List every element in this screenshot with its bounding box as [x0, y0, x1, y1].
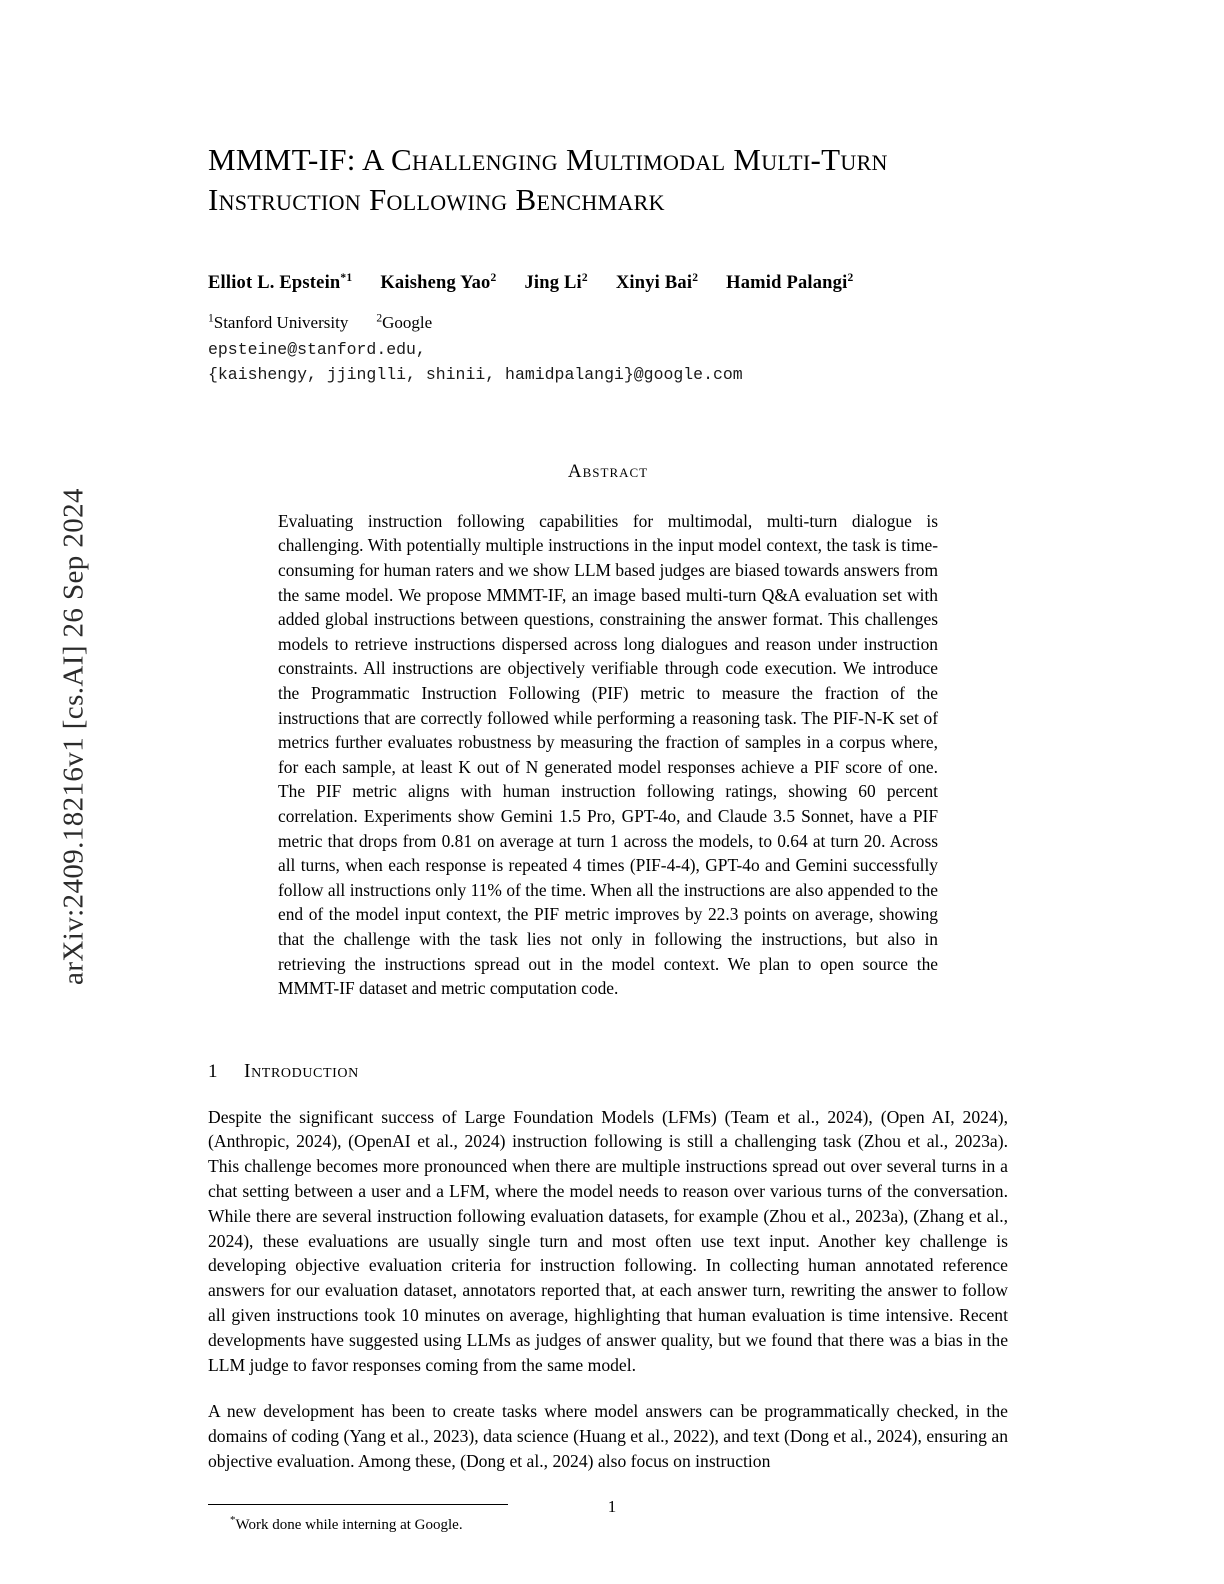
abstract-heading: Abstract	[567, 460, 649, 482]
footnote-text: Work done while interning at Google.	[235, 1516, 463, 1533]
paper-content	[208, 140, 1008, 1534]
affiliation-name: Stanford University	[213, 312, 349, 332]
abstract-text: Evaluating instruction following capabilities for multimodal, multi-turn dialogue is challenging. With potentially multiple instructions in the input model context, the task is time-consuming for human raters and we show LLM based judges are biased towards answers from the same model. We propose MMMT-IF, an image based multi-turn Q&A evaluation set with added global instructions between questions, constraining the answer format. This challenges models to retrieve instructions dispersed across long dialogues and reason under instruction constraints. All instructions are objectively verifiable through code execution. We introduce the Programmatic Instruction Following (PIF) metric to measure the fraction of the instructions that are correctly followed while performing a reasoning task. The PIF-N-K set of metrics further evaluates robustness by measuring the fraction of samples in a corpus where, for each sample, at least K out of N generated model responses achieve a PIF score of one. The PIF metric aligns with human instruction following ratings, showing 60 percent correlation. Experiments show Gemini 1.5 Pro, GPT-4o, and Claude 3.5 Sonnet, have a PIF metric that drops from 0.81 on average at turn 1 across the models, to 0.64 at turn 20. Across all turns, when each response is repeated 4 times (PIF-4-4), GPT-4o and Gemini successfully follow all instructions only 11% of the time. When all the instructions are also appended to the end of the model input context, the PIF metric improves by 22.3 points on average, showing that the challenge with the task lies not only in following the instructions, but also in retrieving the instructions spread out in the model context. We plan to open source the MMMT-IF dataset and metric computation code.	[278, 510, 938, 999]
paragraph: Despite the significant success of Large Foundation Models (LFMs) (Team et al., 2024), (Open AI, 2024), (Anthropic, 2024), (OpenAI et al., 2024) instruction following is still a challenging task (Zhou et al., 2023a). This challenge becomes more pronounced when there are multiple instructions spread out over several turns in a chat setting between a user and a LFM, where the model needs to reason over various turns of the conversation. While there are several instruction following evaluation datasets, for example (Zhou et al., 2023a), (Zhang et al., 2024), these evaluations are usually single turn and most often use text input. Another key challenge is developing objective evaluation criteria for instruction following. In collecting human annotated reference answers for our evaluation dataset, annotators reported that, at each answer turn, rewriting the answer to follow all given instructions took 10 minutes on average, highlighting that human evaluation is time intensive. Recent developments have suggested using LLMs as judges of answer quality, but we found that there was a bias in the LLM judge to favor responses coming from the same model.	[208, 1106, 1008, 1375]
section-heading-introduction	[208, 1061, 1008, 1083]
page-number: 1	[607, 1497, 617, 1516]
author-affil-marker: 2	[692, 272, 699, 284]
email-line-1[interactable]: {kaishengy, jjinglli, shinii, hamidpalangi}@google.com	[208, 364, 743, 384]
author-0	[208, 273, 352, 293]
author-name: Xinyi Bai	[615, 273, 693, 294]
email-block	[208, 337, 1008, 387]
section-number: 1	[208, 1060, 219, 1082]
affiliation-name: Google	[382, 312, 433, 332]
author-affil-marker: 2	[581, 272, 588, 284]
author-2	[524, 273, 587, 293]
section-title: Introduction	[244, 1060, 359, 1082]
affiliation-marker: 2	[376, 312, 383, 325]
author-name: Hamid Palangi	[726, 273, 848, 294]
affiliation-marker: 1	[208, 312, 214, 325]
author-affil-marker: 2	[847, 272, 854, 284]
author-affil-marker: *1	[340, 272, 353, 284]
author-name: Kaisheng Yao	[380, 273, 491, 294]
author-name: Jing Li	[524, 273, 582, 294]
author-affil-marker: 2	[490, 272, 497, 284]
email-line-0[interactable]: epsteine@stanford.edu,	[208, 339, 426, 359]
page-title: MMMT-IF: A Challenging Multimodal Multi-Turn Instruction Following Benchmark	[208, 142, 888, 217]
author-3	[616, 273, 698, 293]
author-name: Elliot L. Epstein	[208, 273, 341, 294]
affiliation-0	[208, 313, 348, 332]
paragraph: A new development has been to create tasks where model answers can be programmatically checked, in the domains of coding (Yang et al., 2023), data science (Huang et al., 2022), and text (Dong et al., 2024), ensuring an objective evaluation. Among these, (Dong et al., 2024) also focus on instruction	[208, 1401, 1008, 1472]
author-4	[726, 273, 853, 293]
footnote-marker: *	[230, 1513, 236, 1526]
affiliation-1	[376, 313, 432, 332]
author-1	[380, 273, 496, 293]
arxiv-stamp: arXiv:2409.18216v1 [cs.AI] 26 Sep 2024	[57, 488, 90, 985]
author-list	[208, 272, 1008, 294]
affiliation-list	[208, 312, 1008, 333]
